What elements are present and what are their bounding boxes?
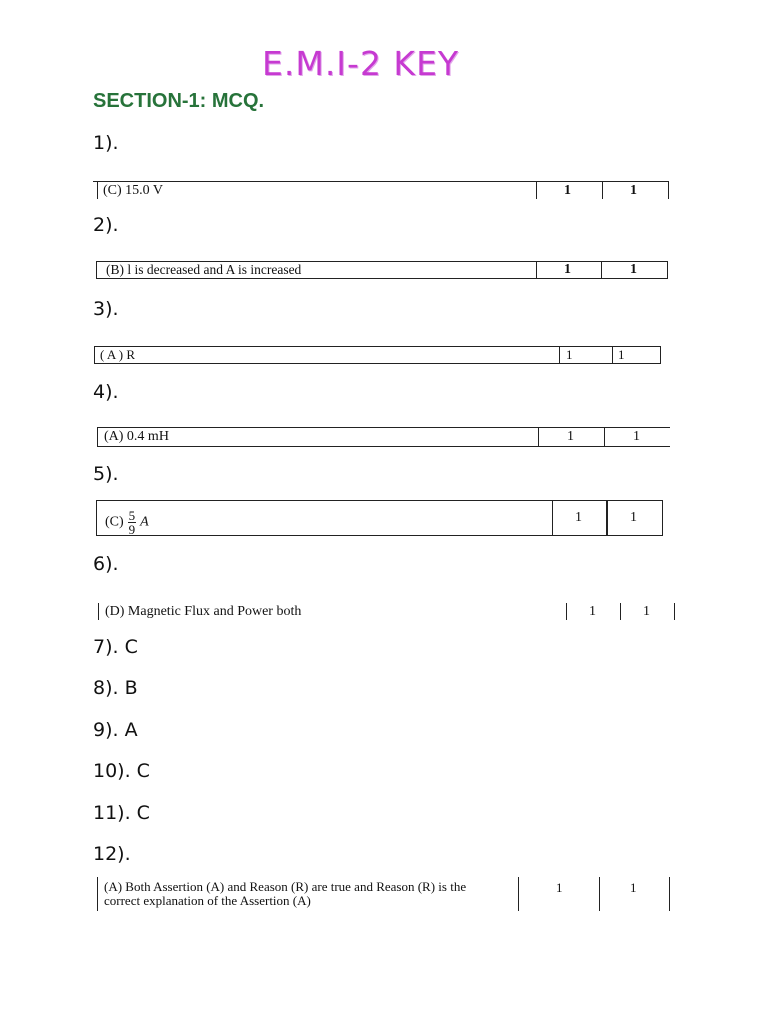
answer-text-2: (B) l is decreased and A is increased: [106, 262, 302, 277]
answer-row-1: [93, 181, 669, 200]
row-divider: [536, 262, 537, 278]
answer-prefix-5: (C): [105, 514, 124, 530]
row-divider: [538, 428, 539, 446]
answer-row-12: [97, 877, 670, 911]
answer-text-4: (A) 0.4 mH: [104, 429, 169, 444]
answer-text-5: [105, 509, 149, 536]
row-divider: [612, 347, 613, 363]
answer-row-2: [96, 261, 668, 279]
question-5-label: 5).: [93, 463, 119, 485]
row-divider: [669, 877, 670, 911]
marks-5b: 1: [630, 510, 637, 525]
question-7-answer: 7). C: [93, 636, 138, 658]
answer-text-12: [104, 880, 466, 908]
marks-2b: 1: [630, 262, 637, 277]
marks-1a: 1: [564, 183, 571, 198]
row-divider: [98, 603, 99, 620]
answer-text-1: (C) 15.0 V: [103, 183, 164, 198]
row-divider: [668, 182, 669, 199]
row-divider: [604, 428, 605, 446]
answer-row-6: [98, 603, 676, 621]
row-divider: [518, 877, 519, 911]
question-3-label: 3).: [93, 298, 119, 320]
row-divider: [606, 501, 608, 535]
marks-5a: 1: [575, 510, 582, 525]
section-heading: SECTION-1: MCQ.: [93, 90, 265, 112]
row-divider: [536, 182, 537, 199]
marks-3a: 1: [566, 347, 573, 362]
marks-2a: 1: [564, 262, 571, 277]
answer-line-1: (A) Both Assertion (A) and Reason (R) are true and Reason (R) is the: [104, 879, 467, 894]
fraction-numerator: 5: [128, 508, 136, 523]
question-11-answer: 11). C: [93, 802, 150, 824]
question-10-answer: 10). C: [93, 760, 150, 782]
row-divider: [96, 262, 97, 278]
question-4-label: 4).: [93, 381, 119, 403]
row-divider: [620, 603, 621, 620]
marks-6b: 1: [643, 604, 650, 619]
question-6-label: 6).: [93, 553, 119, 575]
row-divider: [566, 603, 567, 620]
fraction-denominator: 9: [128, 522, 136, 537]
answer-line-2: correct explanation of the Assertion (A): [104, 893, 311, 908]
marks-3b: 1: [618, 347, 625, 362]
answer-text-6: (D) Magnetic Flux and Power both: [105, 604, 302, 619]
question-2-label: 2).: [93, 214, 119, 236]
answer-row-3: [94, 346, 661, 364]
page-title: E.M.I-2 KEY: [262, 44, 460, 83]
question-9-answer: 9). A: [93, 719, 138, 741]
marks-6a: 1: [589, 604, 596, 619]
row-divider: [601, 262, 602, 278]
answer-text-3: ( A ) R: [100, 347, 136, 362]
answer-suffix-5: A: [140, 514, 149, 530]
row-divider: [667, 262, 668, 278]
marks-4b: 1: [633, 429, 640, 444]
question-1-label: 1).: [93, 132, 119, 154]
row-divider: [599, 877, 600, 911]
row-divider: [660, 347, 661, 363]
row-divider: [552, 501, 553, 535]
row-divider: [94, 347, 95, 363]
row-divider: [97, 877, 98, 911]
row-divider: [97, 182, 98, 199]
question-8-answer: 8). B: [93, 677, 138, 699]
row-divider: [97, 428, 98, 446]
row-divider: [674, 603, 675, 620]
fraction: [128, 509, 137, 536]
marks-12b: 1: [630, 880, 637, 895]
marks-4a: 1: [567, 429, 574, 444]
question-12-label: 12).: [93, 843, 131, 865]
row-divider: [559, 347, 560, 363]
row-divider: [602, 182, 603, 199]
answer-row-4: [97, 427, 670, 447]
marks-1b: 1: [630, 183, 637, 198]
marks-12a: 1: [556, 880, 563, 895]
answer-row-5: [96, 500, 663, 536]
